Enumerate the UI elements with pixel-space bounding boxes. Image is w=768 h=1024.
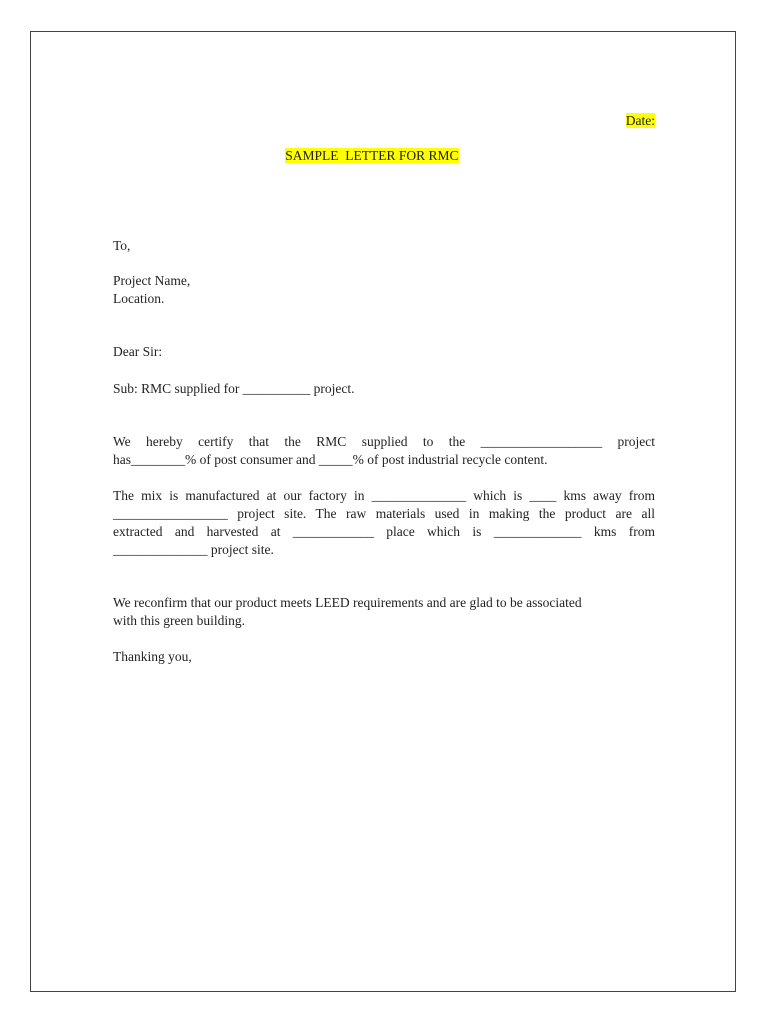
date-label-line bbox=[82, 94, 655, 130]
closing: Thanking you, bbox=[113, 649, 192, 664]
paragraph-1-line-1: We hereby certify that the RMC supplied to the __________________ project bbox=[113, 434, 655, 449]
salutation: Dear Sir: bbox=[113, 344, 163, 359]
paragraph-3-line-1: We reconfirm that our product meets LEED requirements and are glad to be associated bbox=[113, 595, 582, 610]
paragraph-2-line-1: The mix is manufactured at our factory in ______________ which is ____ kms away from bbox=[113, 488, 655, 503]
paragraph-3-line-2: with this green building. bbox=[113, 613, 245, 628]
paragraph-1-line-2: has________% of post consumer and _____% of post industrial recycle content. bbox=[113, 452, 548, 467]
recipient-to: To, bbox=[113, 238, 131, 253]
letter-title: SAMPLE LETTER FOR RMC bbox=[285, 148, 459, 163]
recipient-location: Location. bbox=[113, 291, 165, 306]
paragraph-2-line-3: extracted and harvested at ____________ place which is _____________ kms from bbox=[113, 524, 655, 539]
date-label: Date: bbox=[625, 113, 655, 128]
paragraph-2-line-4: ______________ project site. bbox=[113, 542, 274, 557]
recipient-project-name: Project Name, bbox=[113, 273, 191, 288]
letter-title-line bbox=[82, 129, 655, 165]
subject-line: Sub: RMC supplied for __________ project. bbox=[113, 381, 355, 396]
paragraph-2-line-2: _________________ project site. The raw materials used in making the product are all bbox=[113, 506, 655, 521]
